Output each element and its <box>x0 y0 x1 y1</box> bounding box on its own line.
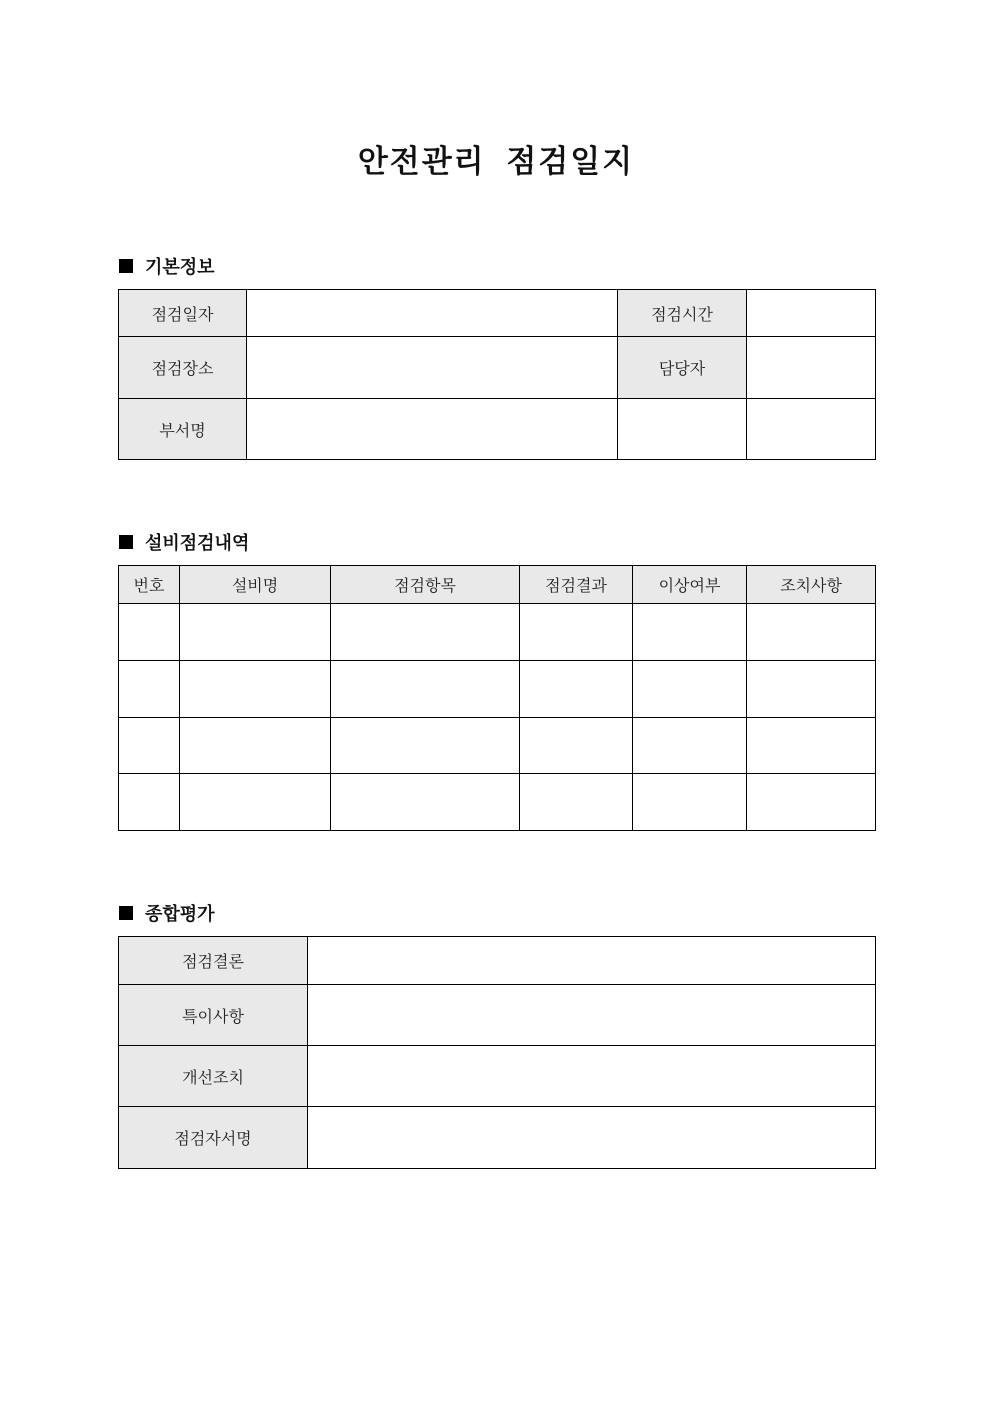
empty-cell[interactable] <box>618 399 747 460</box>
table-row <box>119 1107 876 1169</box>
cell-number[interactable] <box>119 604 180 661</box>
evaluation-table <box>118 936 876 1169</box>
column-header-inspection-result: 점검결과 <box>520 566 633 604</box>
inspection-time-field[interactable] <box>747 290 876 337</box>
cell-equipment-name[interactable] <box>180 661 331 718</box>
section-equipment-heading <box>119 529 249 555</box>
special-notes-field[interactable] <box>308 985 876 1046</box>
cell-equipment-name[interactable] <box>180 774 331 831</box>
cell-inspection-item[interactable] <box>331 604 520 661</box>
cell-inspection-item[interactable] <box>331 661 520 718</box>
cell-equipment-name[interactable] <box>180 718 331 774</box>
improvement-action-field[interactable] <box>308 1046 876 1107</box>
label-inspection-location: 점검장소 <box>119 337 247 399</box>
table-row <box>119 604 876 661</box>
column-header-action-taken: 조치사항 <box>747 566 876 604</box>
inspection-date-field[interactable] <box>247 290 618 337</box>
cell-number[interactable] <box>119 718 180 774</box>
column-header-inspection-item: 점검항목 <box>331 566 520 604</box>
cell-inspection-result[interactable] <box>520 661 633 718</box>
table-row <box>119 399 876 460</box>
square-bullet-icon <box>119 906 133 920</box>
cell-number[interactable] <box>119 661 180 718</box>
label-inspection-date: 점검일자 <box>119 290 247 337</box>
section-basic-info-heading <box>119 253 215 279</box>
label-inspection-time: 점검시간 <box>618 290 747 337</box>
cell-action-taken[interactable] <box>747 718 876 774</box>
label-special-notes: 특이사항 <box>119 985 308 1046</box>
cell-action-taken[interactable] <box>747 774 876 831</box>
label-inspector-signature: 점검자서명 <box>119 1107 308 1169</box>
cell-inspection-result[interactable] <box>520 718 633 774</box>
basic-info-table <box>118 289 876 460</box>
section-evaluation-heading <box>119 900 215 926</box>
table-row <box>119 985 876 1046</box>
table-row <box>119 937 876 985</box>
column-header-abnormality: 이상여부 <box>633 566 747 604</box>
inspection-location-field[interactable] <box>247 337 618 399</box>
table-row <box>119 774 876 831</box>
cell-abnormality[interactable] <box>633 774 747 831</box>
equipment-table <box>118 565 876 831</box>
cell-abnormality[interactable] <box>633 661 747 718</box>
table-row <box>119 337 876 399</box>
cell-inspection-item[interactable] <box>331 718 520 774</box>
cell-action-taken[interactable] <box>747 661 876 718</box>
section-title: 종합평가 <box>145 904 215 925</box>
cell-action-taken[interactable] <box>747 604 876 661</box>
cell-number[interactable] <box>119 774 180 831</box>
table-row <box>119 1046 876 1107</box>
cell-equipment-name[interactable] <box>180 604 331 661</box>
column-header-equipment-name: 설비명 <box>180 566 331 604</box>
department-field[interactable] <box>247 399 618 460</box>
cell-inspection-result[interactable] <box>520 604 633 661</box>
label-improvement-action: 개선조치 <box>119 1046 308 1107</box>
label-conclusion: 점검결론 <box>119 937 308 985</box>
table-row <box>119 290 876 337</box>
table-row <box>119 718 876 774</box>
cell-abnormality[interactable] <box>633 718 747 774</box>
empty-cell[interactable] <box>747 399 876 460</box>
square-bullet-icon <box>119 259 133 273</box>
cell-abnormality[interactable] <box>633 604 747 661</box>
cell-inspection-item[interactable] <box>331 774 520 831</box>
label-person-in-charge: 담당자 <box>618 337 747 399</box>
conclusion-field[interactable] <box>308 937 876 985</box>
page-title: 안전관리 점검일지 <box>357 144 635 180</box>
square-bullet-icon <box>119 535 133 549</box>
inspector-signature-field[interactable] <box>308 1107 876 1169</box>
table-header-row <box>119 566 876 604</box>
section-title: 기본정보 <box>145 257 215 278</box>
table-row <box>119 661 876 718</box>
cell-inspection-result[interactable] <box>520 774 633 831</box>
section-title: 설비점검내역 <box>145 533 250 554</box>
person-in-charge-field[interactable] <box>747 337 876 399</box>
label-department: 부서명 <box>119 399 247 460</box>
column-header-number: 번호 <box>119 566 180 604</box>
